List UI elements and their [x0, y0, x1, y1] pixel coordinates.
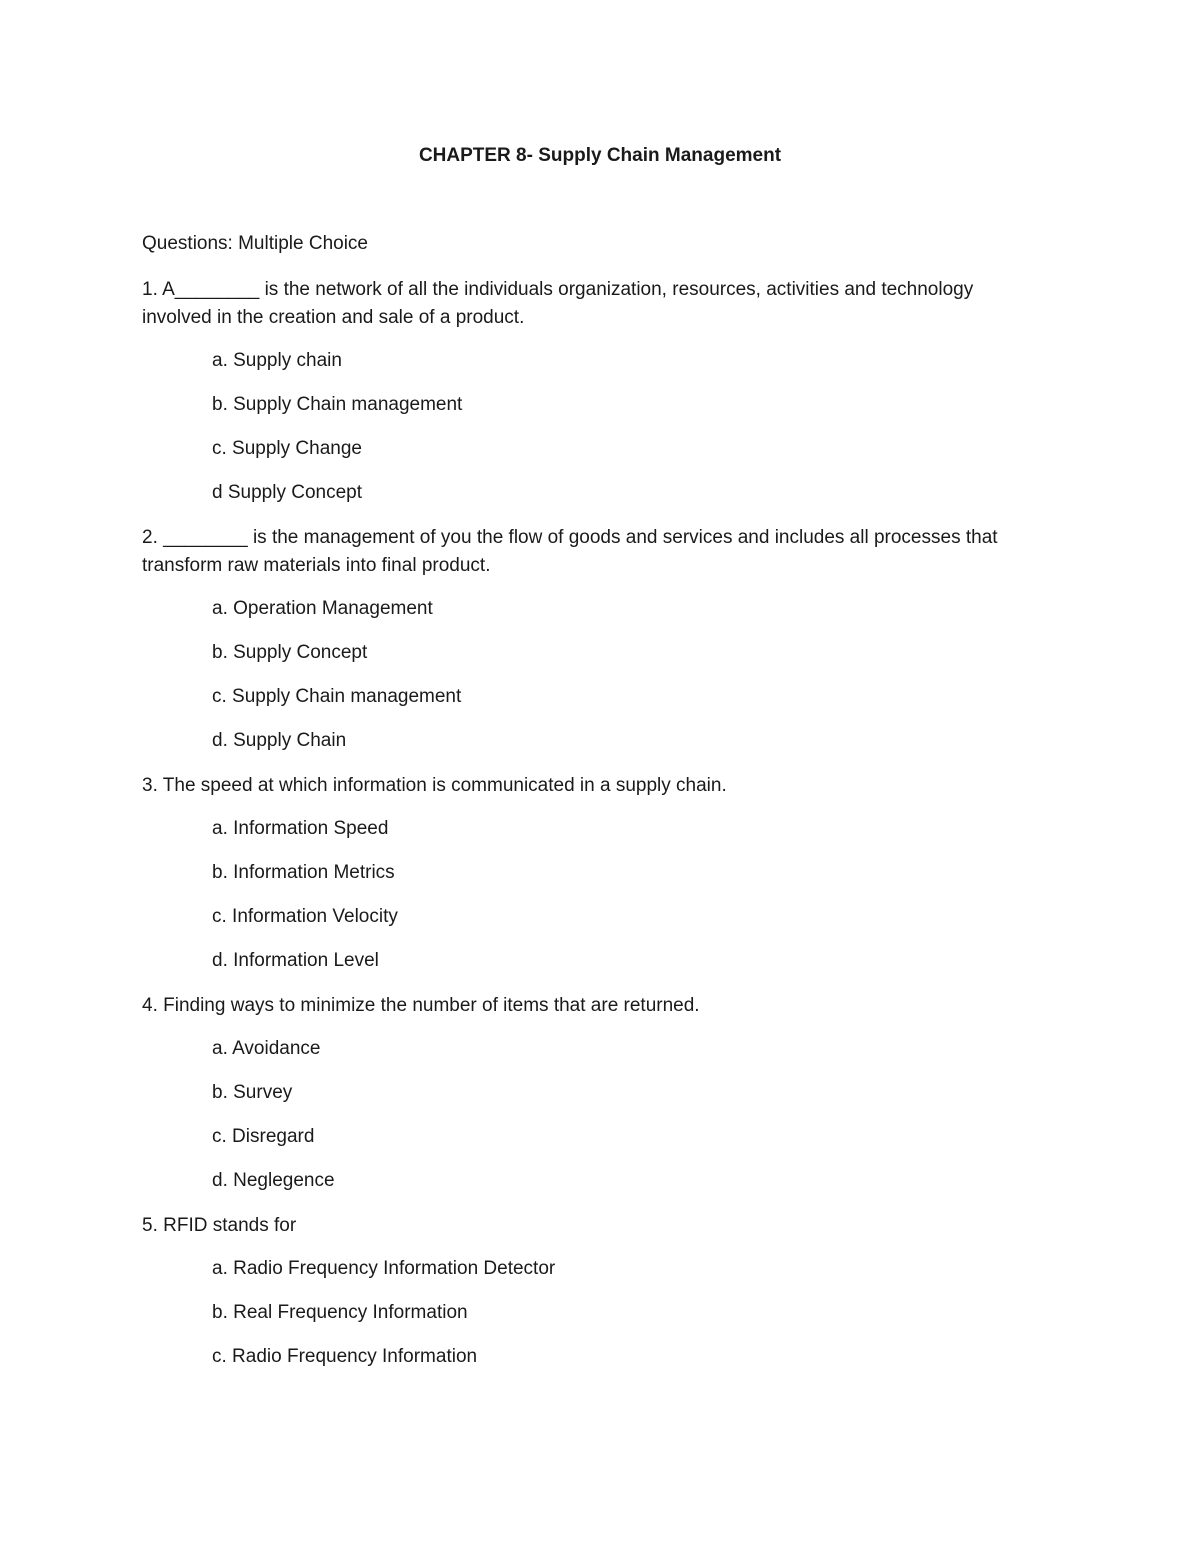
- answer-option: c. Radio Frequency Information: [212, 1346, 478, 1367]
- answer-option: c. Supply Chain management: [212, 686, 462, 707]
- question-text: 3. The speed at which information is communicated in a supply chain.: [142, 775, 727, 796]
- question-1: [142, 276, 1022, 506]
- answer-option: c. Information Velocity: [212, 906, 398, 927]
- answer-option: c. Supply Change: [212, 438, 362, 459]
- question-4: [142, 992, 1022, 1194]
- answer-option: d. Information Level: [212, 950, 379, 971]
- question-text: 4. Finding ways to minimize the number of items that are returned.: [142, 995, 700, 1016]
- answer-option: b. Information Metrics: [212, 862, 395, 883]
- answer-option: b. Supply Chain management: [212, 394, 463, 415]
- section-heading: Questions: Multiple Choice: [142, 233, 368, 254]
- question-text: 5. RFID stands for: [142, 1215, 297, 1236]
- answer-option: b. Supply Concept: [212, 642, 368, 663]
- question-text: 1. A________ is the network of all the individuals organization, resources, activities and technology involved in the creation and sale of a product.: [142, 279, 974, 328]
- question-list: [142, 276, 1022, 1388]
- answer-option: b. Survey: [212, 1082, 293, 1103]
- answer-option: a. Information Speed: [212, 818, 389, 839]
- answer-option: d. Supply Chain: [212, 730, 347, 751]
- question-5: [142, 1212, 1022, 1370]
- answer-option: d Supply Concept: [212, 482, 362, 503]
- answer-option: a. Operation Management: [212, 598, 433, 619]
- answer-option: b. Real Frequency Information: [212, 1302, 468, 1323]
- answer-option: a. Radio Frequency Information Detector: [212, 1258, 556, 1279]
- answer-option: a. Supply chain: [212, 350, 342, 371]
- answer-option: c. Disregard: [212, 1126, 315, 1147]
- answer-option: d. Neglegence: [212, 1170, 335, 1191]
- question-3: [142, 772, 1022, 974]
- question-text: 2. ________ is the management of you the flow of goods and services and includes all processes that transform raw materials into final product.: [142, 527, 998, 576]
- page-title: CHAPTER 8- Supply Chain Management: [418, 145, 782, 166]
- question-2: [142, 524, 1022, 754]
- answer-option: a. Avoidance: [212, 1038, 321, 1059]
